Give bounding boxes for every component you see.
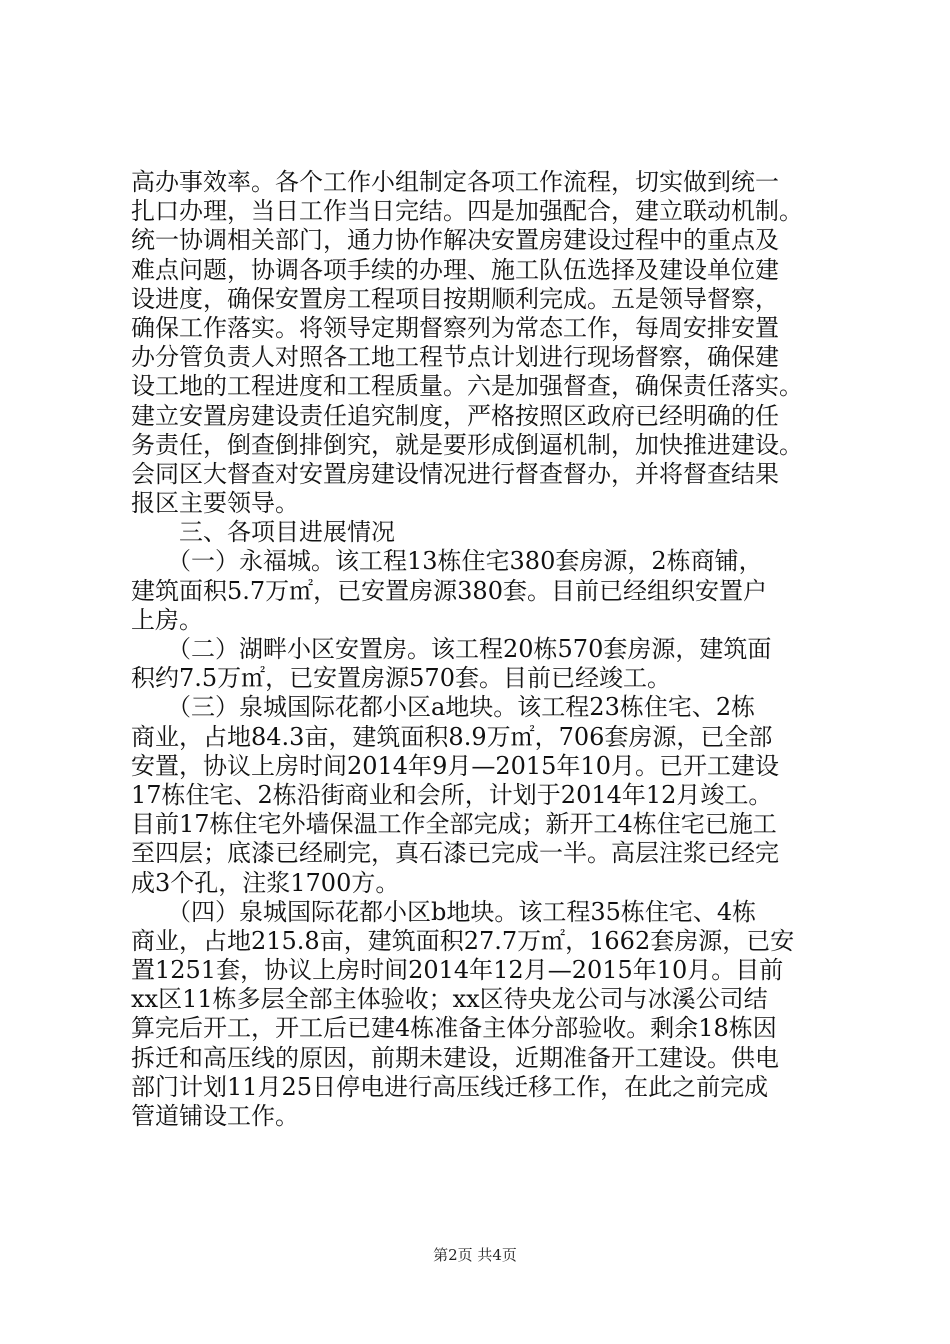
text-line: 拆迁和高压线的原因，前期未建设，近期准备开工建设。供电	[131, 1043, 779, 1072]
text-line: 成3个孔，注浆1700方。	[131, 868, 400, 897]
text-line: （一）永福城。该工程13栋住宅380套房源，2栋商铺，	[131, 547, 763, 576]
text-line: （二）湖畔小区安置房。该工程20栋570套房源，建筑面	[131, 635, 772, 663]
body-text	[131, 168, 831, 1131]
text-line: xx区11栋多层全部主体验收；xx区待央龙公司与冰溪公司结	[131, 985, 768, 1014]
text-line: 目前17栋住宅外墙保温工作全部完成；新开工4栋住宅已施工	[131, 810, 777, 839]
text-line: 17栋住宅、2栋沿街商业和会所，计划于2014年12月竣工。	[131, 780, 773, 809]
text-line: 会同区大督查对安置房建设情况进行督查督办，并将督查结果	[131, 459, 779, 488]
text-line: 管道铺设工作。	[131, 1102, 299, 1130]
text-line: 统一协调相关部门，通力协作解决安置房建设过程中的重点及	[131, 226, 779, 255]
text-line: 建筑面积5.7万㎡，已安置房源380套。目前已经组织安置户	[131, 576, 767, 605]
text-line: 至四层；底漆已经刷完，真石漆已完成一半。高层注浆已经完	[131, 839, 779, 868]
text-line: （三）泉城国际花都小区a地块。该工程23栋住宅、2栋	[131, 693, 756, 722]
text-line: 置1251套，协议上房时间2014年12月—2015年10月。目前	[131, 956, 784, 985]
text-line: 设工地的工程进度和工程质量。六是加强督查，确保责任落实。	[131, 372, 803, 401]
text-line: 上房。	[131, 605, 203, 634]
text-line: 积约7.5万㎡，已安置房源570套。目前已经竣工。	[131, 664, 671, 693]
text-line: 确保工作落实。将领导定期督察列为常态工作，每周安排安置	[131, 313, 779, 342]
text-line: 建立安置房建设责任追究制度，严格按照区政府已经明确的任	[131, 401, 779, 430]
text-line: 报区主要领导。	[131, 489, 299, 518]
text-line: （四）泉城国际花都小区b地块。该工程35栋住宅、4栋	[131, 897, 757, 926]
text-line: 难点问题，协调各项手续的办理、施工队伍选择及建设单位建	[131, 255, 779, 284]
text-line: 高办事效率。各个工作小组制定各项工作流程，切实做到统一	[131, 168, 779, 196]
text-line: 办分管负责人对照各工地工程节点计划进行现场督察，确保建	[131, 343, 779, 372]
text-line: 商业，占地84.3亩，建筑面积8.9万㎡，706套房源，已全部	[131, 722, 773, 751]
text-line: 安置，协议上房时间2014年9月—2015年10月。已开工建设	[131, 751, 779, 780]
page-footer: 第2页 共4页	[433, 1246, 517, 1264]
text-line: 算完后开工，开工后已建4栋准备主体分部验收。剩余18栋因	[131, 1014, 777, 1043]
text-line: 扎口办理，当日工作当日完结。四是加强配合，建立联动机制。	[131, 197, 803, 226]
text-line: 部门计划11月25日停电进行高压线迁移工作，在此之前完成	[131, 1072, 769, 1101]
text-line: 三、各项目进展情况	[131, 518, 395, 547]
text-line: 设进度，确保安置房工程项目按期顺利完成。五是领导督察，	[131, 284, 779, 313]
text-line: 商业，占地215.8亩，建筑面积27.7万㎡，1662套房源，已安	[131, 926, 795, 955]
text-line: 务责任，倒查倒排倒究，就是要形成倒逼机制，加快推进建设。	[131, 430, 803, 459]
